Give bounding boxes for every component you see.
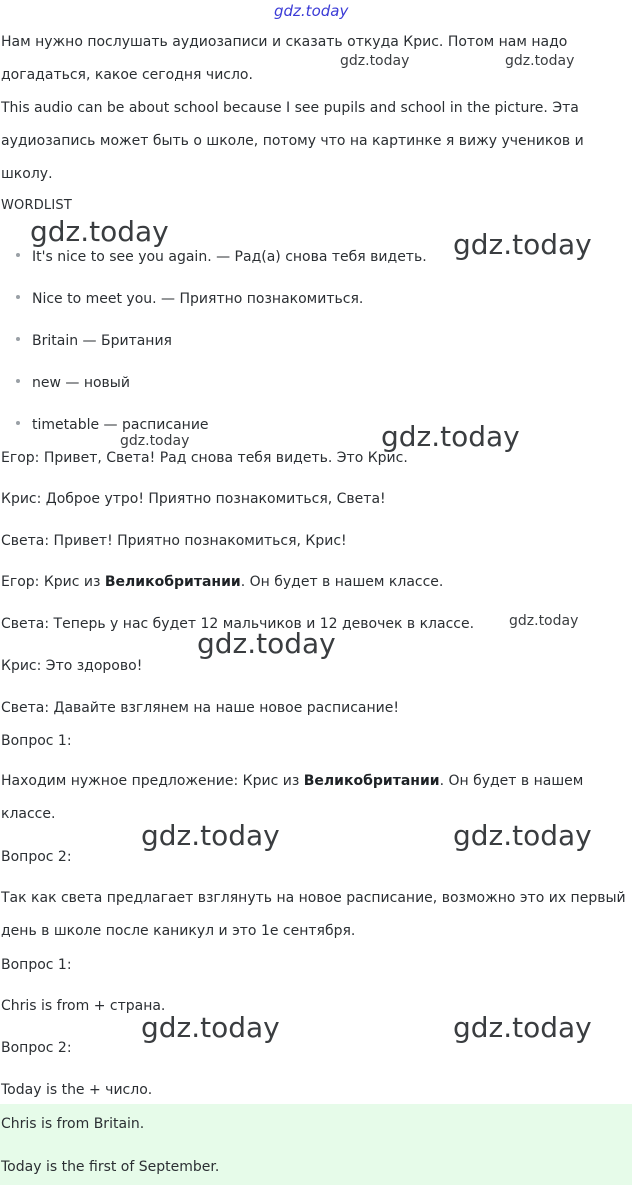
- question-explanation: Находим нужное предложение: Крис из Великобритании. Он будет в нашем классе.: [1, 773, 584, 822]
- watermark: gdz.today: [453, 1011, 592, 1044]
- bullet-icon: [16, 295, 20, 299]
- intro-paragraph: Нам нужно послушать аудиозаписи и сказать откуда Крис. Потом нам надо догадаться, какое сегодня число.: [1, 34, 568, 83]
- watermark: gdz.today: [30, 215, 169, 248]
- question-label: Вопрос 1:: [1, 733, 72, 749]
- dialogue-line: Света: Давайте взглянем на наше новое расписание!: [1, 700, 399, 716]
- dialogue-line: Егор: Крис из Великобритании. Он будет в нашем классе.: [1, 574, 444, 590]
- wordlist-item: timetable — расписание: [16, 415, 209, 435]
- watermark: gdz.today: [141, 1011, 280, 1044]
- intro-paragraph-translation: This audio can be about school because I see pupils and school in the picture. Эта аудиозапись может быть о школе, потому что на картинке я вижу учеников и школу.: [1, 100, 584, 182]
- watermark-top: gdz.today: [274, 2, 349, 20]
- dialogue-line: Света: Привет! Приятно познакомиться, Крис!: [1, 533, 347, 549]
- question-explanation: Так как света предлагает взглянуть на новое расписание, возможно это их первый день в школе после каникул и это 1е сентября.: [1, 890, 626, 939]
- answer-template: Today is the + число.: [1, 1082, 153, 1098]
- dialogue-line: Егор: Привет, Света! Рад снова тебя видеть. Это Крис.: [1, 450, 408, 466]
- wordlist-heading: WORDLIST: [1, 198, 72, 213]
- wordlist-item: Britain — Британия: [16, 331, 172, 351]
- bullet-icon: [16, 379, 20, 383]
- dialogue-line: Крис: Это здорово!: [1, 658, 143, 674]
- wordlist-item: It's nice to see you again. — Рад(а) снова тебя видеть.: [16, 247, 427, 267]
- answer-box: [0, 1104, 632, 1185]
- dialogue-line: Крис: Доброе утро! Приятно познакомиться, Света!: [1, 491, 386, 507]
- bullet-icon: [16, 337, 20, 341]
- bullet-icon: [16, 421, 20, 425]
- watermark: gdz.today: [505, 53, 575, 69]
- watermark: gdz.today: [141, 819, 280, 852]
- wordlist-item: Nice to meet you. — Приятно познакомиться.: [16, 289, 363, 309]
- watermark: gdz.today: [453, 228, 592, 261]
- wordlist-item: new — новый: [16, 373, 130, 393]
- bullet-icon: [16, 253, 20, 257]
- watermark: gdz.today: [120, 433, 190, 449]
- watermark: gdz.today: [381, 420, 520, 453]
- watermark: gdz.today: [453, 819, 592, 852]
- question-label: Вопрос 2:: [1, 1040, 72, 1056]
- question-label: Вопрос 1:: [1, 957, 72, 973]
- question-label: Вопрос 2:: [1, 849, 72, 865]
- answer-line: Chris is from Britain.: [1, 1116, 145, 1132]
- answer-template: Chris is from + страна.: [1, 998, 166, 1014]
- dialogue-line: Света: Теперь у нас будет 12 мальчиков и 12 девочек в классе.: [1, 616, 475, 632]
- watermark: gdz.today: [340, 53, 410, 69]
- watermark: gdz.today: [509, 613, 579, 629]
- answer-line: Today is the first of September.: [1, 1159, 220, 1175]
- watermark: gdz.today: [197, 627, 336, 660]
